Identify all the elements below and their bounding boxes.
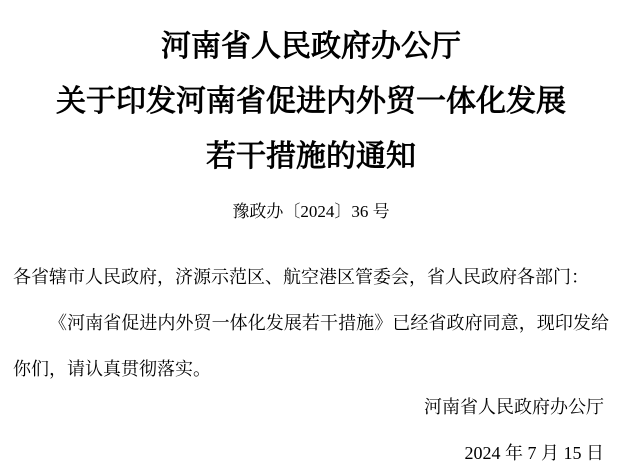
title-line-3: 若干措施的通知	[206, 140, 416, 173]
signature-block	[13, 384, 609, 472]
document-title	[13, 19, 609, 184]
title-line-2: 关于印发河南省促进内外贸一体化发展	[56, 85, 566, 118]
doc-number: 豫政办〔2024〕36 号	[232, 202, 390, 221]
title-line-1: 河南省人民政府办公厅	[161, 30, 461, 63]
issue-date: 2024 年 7 月 15 日	[464, 443, 604, 463]
signer-name: 河南省人民政府办公厅	[424, 397, 604, 417]
salutation: 各省辖市人民政府，济源示范区、航空港区管委会，省人民政府各部门：	[13, 267, 589, 287]
body-paragraph: 《河南省促进内外贸一体化发展若干措施》已经省政府同意，现印发给你们，请认真贯彻落实。	[13, 313, 609, 379]
document-body	[13, 254, 609, 392]
